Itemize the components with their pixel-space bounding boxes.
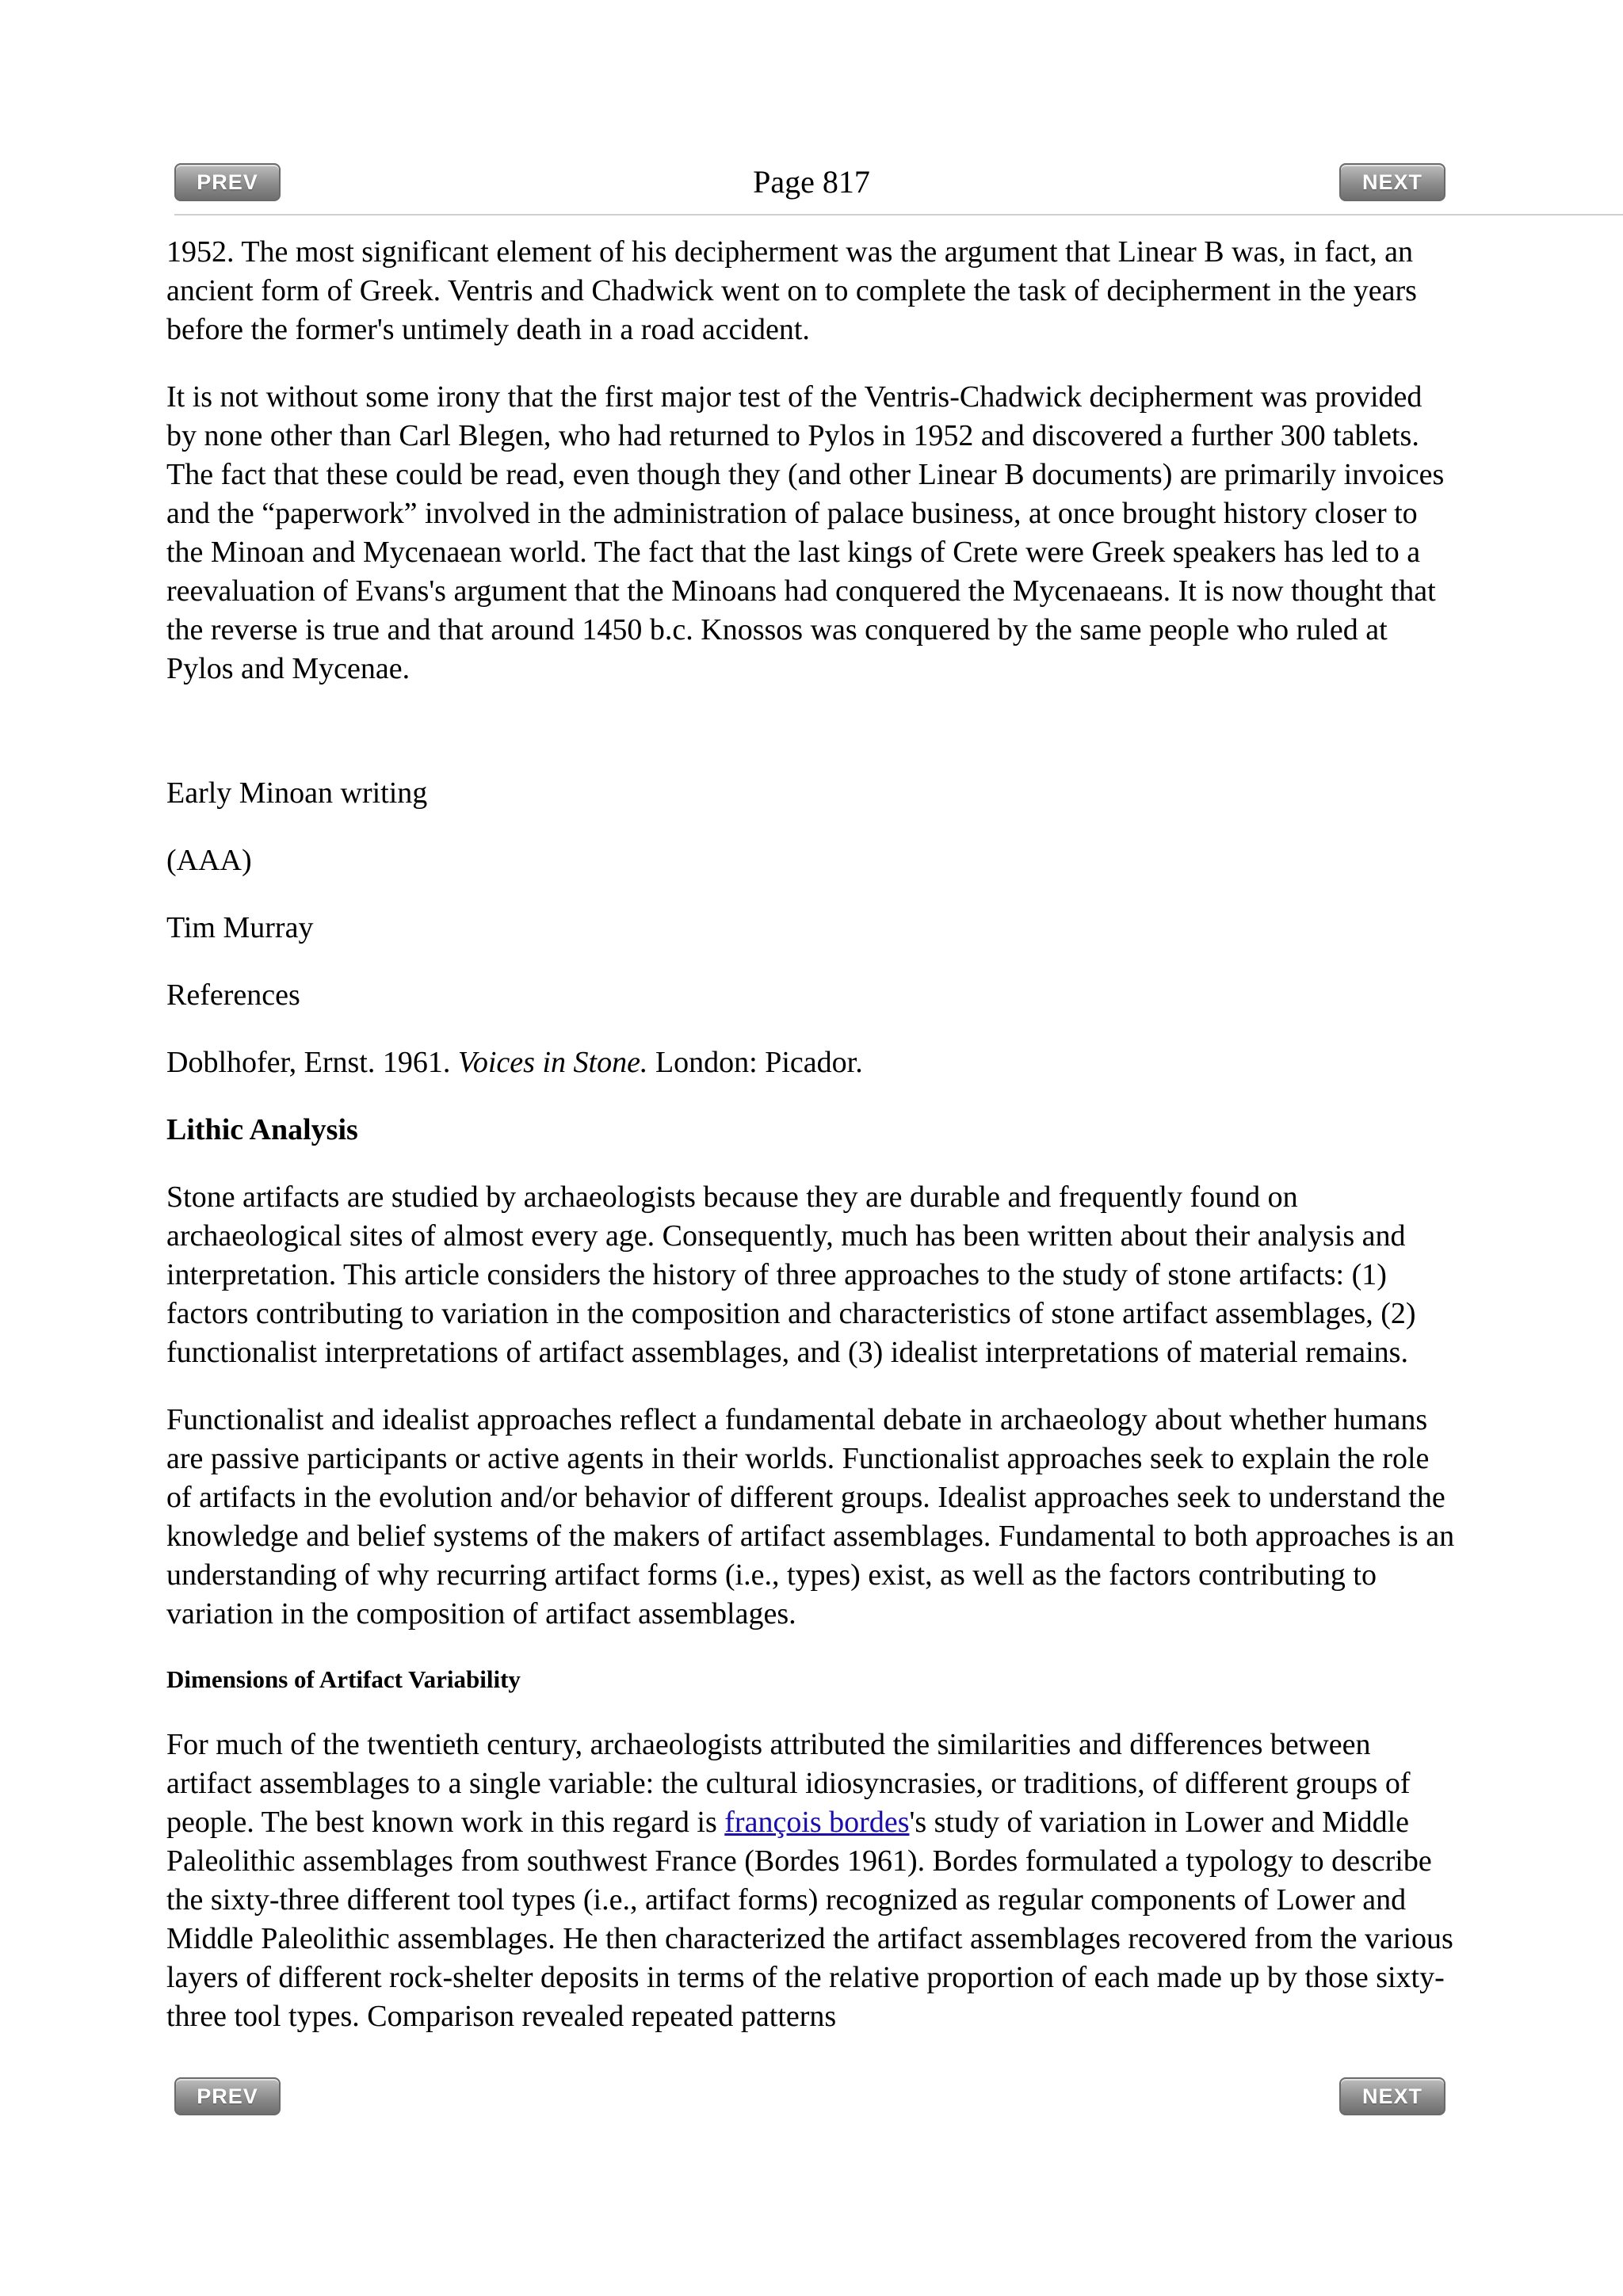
prev-button-top[interactable]: PREV xyxy=(174,163,281,201)
paragraph-blegen: It is not without some irony that the first major test of the Ventris-Chadwick decipherment was provided by none other than Carl Blegen, who had returned to Pylos in 1952 and discovered a further 300 tablets. The fact that these could be read, even though they (and other Linear B documents) are primarily invoices and the “paperwork” involved in the administration of palace business, at once brought history closer to the Minoan and Mycenaean world. The fact that the last kings of Crete were Greek speakers has led to a reevaluation of Evans's argument that the Minoans had conquered the Mycenaeans. It is now thought that the reverse is true and that around 1450 b.c. Knossos was conquered by the same people who ruled at Pylos and Mycenae. xyxy=(166,380,1445,685)
bordes-text-after: 's study of variation in Lower and Middle Paleolithic assemblages from southwest France (Bordes 1961). Bordes formulated a typology to describe the sixty-three different tool types (i.e., artifact forms) recognized as regular components of Lower and Middle Paleolithic assemblages. He then characterized the artifact assemblages recovered from the various layers of different rock-shelter deposits in terms of the relative proportion of each made up by those sixty-three tool types. Comparison revealed repeated patterns xyxy=(166,1806,1453,2033)
prev-button-bottom[interactable]: PREV xyxy=(174,2077,281,2115)
next-button-bottom[interactable]: NEXT xyxy=(1339,2077,1445,2115)
see-also-entry: Early Minoan writing xyxy=(166,776,428,810)
references-label: References xyxy=(166,978,300,1012)
bordes-text-before: For much of the twentieth century, archaeologists attributed the similarities and differences between artifact assemblages to a single variable: the cultural idiosyncrasies, or traditions, of different groups of people. The best known work in this regard is xyxy=(166,1728,1411,1839)
heading-lithic-analysis: Lithic Analysis xyxy=(166,1113,358,1146)
reference-author: Doblhofer, Ernst. 1961. xyxy=(166,1046,458,1079)
francois-bordes-link[interactable]: françois bordes xyxy=(724,1806,910,1839)
heading-artifact-variability: Dimensions of Artifact Variability xyxy=(166,1665,521,1693)
author-code: (AAA) xyxy=(166,844,252,877)
reference-entry xyxy=(166,1043,1458,1082)
header-divider xyxy=(174,214,1623,215)
page-number: Page 817 xyxy=(753,164,870,200)
paragraph-functionalist: Functionalist and idealist approaches reflect a fundamental debate in archaeology about whether humans are passive participants or active agents in their worlds. Functionalist approaches seek to explain the role of artifacts in the evolution and/or behavior of different groups. Idealist approaches seek to understand the knowledge and belief systems of the makers of artifact assemblages. Fundamental to both approaches is an understanding of why recurring artifact forms (i.e., types) exist, as well as the factors contributing to variation in the composition of artifact assemblages. xyxy=(166,1403,1455,1630)
article-body xyxy=(166,233,1458,2065)
reference-publisher: London: Picador. xyxy=(647,1046,863,1079)
paragraph-bordes xyxy=(166,1726,1458,2036)
reference-title: Voices in Stone. xyxy=(457,1046,648,1079)
paragraph-stone-artifacts: Stone artifacts are studied by archaeologists because they are durable and frequently found on archaeological sites of almost every age. Consequently, much has been written about their analysis and interpretation. This article considers the history of three approaches to the study of stone artifacts: (1) factors contributing to variation in the composition and characteristics of stone artifact assemblages, (2) functionalist interpretations of artifact assemblages, and (3) idealist interpretations of material remains. xyxy=(166,1180,1416,1369)
paragraph-decipherment: 1952. The most significant element of his decipherment was the argument that Linear B was, in fact, an ancient form of Greek. Ventris and Chadwick went on to complete the task of decipherment in the years before the former's untimely death in a road accident. xyxy=(166,235,1417,346)
spacer xyxy=(166,717,1458,774)
author-name: Tim Murray xyxy=(166,911,314,944)
next-button-top[interactable]: NEXT xyxy=(1339,163,1445,201)
